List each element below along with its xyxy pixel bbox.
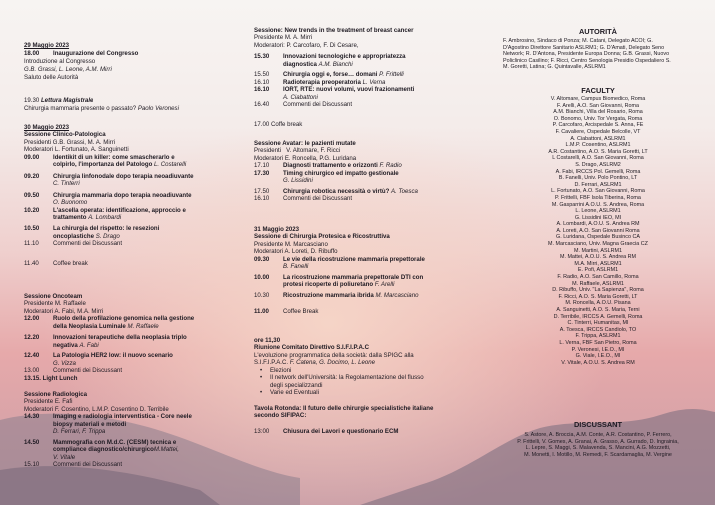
faculty-entry: D. Ribuffo, Univ. "La Sapienza", Roma [552, 287, 644, 294]
session-moderators: Moderatori L. Fortunato, A. Sanguinetti [24, 146, 129, 154]
faculty-entry: P. Frittelli, FBF Isola Tiberina, Roma [555, 194, 641, 201]
faculty-entry: P. Veronesi, I.E.O., MI [571, 346, 625, 353]
session-radiologica: Sessione Radiologica Presidente E. Fafi Moderatori F. Cosentino, L.M.P. Cosentino D. Terribile 14.30 Imaging e radiologia interventistica - Core neele biopsy materiali e metodi D. Ferrari, F. Trippa 14.50 Mammografia con M.d.C. (CESM) tecnica e compliance diagnostico/chirurgicoM.Mattei, V. Vitale 15.10 Commenti dei Discussant [24, 391, 229, 469]
intro-line: Introduzione al Congresso [24, 58, 96, 65]
autorita-list: F. Ambrosino, Sindaco di Ponza; M. Catani, Delegato ACOI; G. D'Agostino Direttore Sanitario ASLRM1; G. D'Amati, Delegato Seno Network; R. D'Antona, Presidente Europa Donna; G.B. Grassi, Nuovo Policlinico Casilino; F. Ricci, Centro Senologia Presidio Ospedaliero S. M. Goretti, Latina; G. Quintavalle, ASLRM1 [503, 38, 671, 71]
faculty-entry: C. Tinterri, Humanitas, MI [567, 320, 629, 327]
discussant-heading: DISCUSSANT [573, 420, 623, 429]
faculty-entry: A. Ciabattoni, ASLRM1 [570, 135, 626, 142]
faculty-entry: V. Altomare, Campus Biomedico, Roma [550, 96, 646, 102]
saluto-line: Saluto delle Autorità [24, 74, 79, 81]
session-presidents: Presidente M. Marcasciano [254, 240, 328, 248]
coffee-break: 17.00 Coffe break [254, 120, 303, 128]
bullet-item: • Il network dell'Università: la Regolamentazione del flusso [254, 374, 476, 381]
faculty-entry: A.M. Bianchi, Villa del Rosario, Roma [553, 109, 643, 116]
faculty-entry: E. Pofi, ASLRM1 [577, 267, 619, 274]
day-30-block: 30 Maggio 2023 Sessione Clinico-Patologica Presidenti G.B. Grassi, M. A. Mirri Moderatori L. Fortunato, A. Sanguinetti 09.00 Identikit di un killer: come smascherarlo e colpirlo, l'importanza del Patologo L. Costarelli 09.20 Chirurgia linfonodale dopo terapia neoadiuvante C. Tinterri 09.50 Chirurgia mammaria dopo terapia neoadiuvante O. Buonomo 10.20 L'ascella operata: identificazione, approccio e trattamento A. Lombardi 10.50 La chirurgia del rispetto: le resezioni oncoplastiche S. Drago 11.10 Commenti dei Discussant 11.40 Coffee break [24, 124, 229, 267]
faculty-entry: V. Vitale, A.O.U. S. Andrea RM [561, 359, 635, 366]
program-item: 09.00 Identikit di un killer: come smascherarlo e [24, 153, 175, 161]
program-item: 10.20 L'ascella operata: identificazione, approccio e [24, 206, 186, 214]
faculty-entry: F. Ricci, A.O. S. Maria Goretti, LT [558, 293, 638, 300]
program-item: 17.50 Chirurgia robotica necessità o virtù? A. Toesca [254, 187, 418, 195]
program-item: 16.10 IORT, RTE: nuovi volumi, vuovi frazionamenti [254, 86, 415, 94]
meeting-block: ore 11,30 Riunione Comitato Direttivo S.I.F.I.P.A.C L'evoluzione programmatica della società: dalla SPIGC alla S.I.F.I.P.A.C. F. Catena, G. Docimo, L. Leone • Elezioni • Il network dell'Università: la Regolamentazione del flusso degli specializzandi • Varie ed Eventuali Tavola Rotonda: Il futuro delle chirurgie specialistiche italiane secondo SIFIPAC: 13:00 Chiusura dei Lavori e questionario ECM [254, 337, 476, 435]
program-item: 16.10 Radioterapia preoperatoria L. Verna [254, 78, 386, 86]
discussant-list: S. Astore, A. Broccia, A.M. Conte, A.R. Costantino, P. Ferrero, P. Frittelli, V. Gomes, A. Granai, A. Grasso, A. Gurrado, D. Ingrainia, L. Lepre, S. Maggi, S. Malavenda, S. Mancini, A.G. Mozzetti, M. Monetti, I. Motillo, M. Remedi, F. Scardamaglia, M. Vergine [517, 432, 679, 458]
faculty-entry: M. Mattei, A.O.U. S. Andrea RM [559, 254, 637, 261]
session-presidents: Presidenti V. Altomare, F. Ricci [254, 147, 341, 155]
faculty-entry: A. Lombardi, A.O.U. S. Andrea RM [556, 221, 640, 228]
program-item: 12.20 Innovazioni terapeutiche della neoplasia triplo [24, 334, 187, 342]
meeting-title: Riunione Comitato Direttivo S.I.F.I.P.A.C [254, 344, 370, 352]
faculty-entry: M. Gasparrini A.O.U. S. Andrea, Roma [551, 201, 645, 208]
session-title: Sessione Clinico-Patologica [24, 131, 106, 139]
date-31-may: 31 Maggio 2023 [254, 226, 300, 233]
faculty-entry: F. Trippa, ASLRM1 [575, 333, 621, 340]
meeting-time: ore 11,30 [254, 337, 281, 344]
program-item: 10.50 La chirurgia del rispetto: le resezioni [24, 225, 160, 233]
faculty-entry: B. Fanelli, Univ. Polo Pontino, LT [558, 175, 638, 182]
faculty-entry: O. Bonomo, Univ. Tor Vergata, Roma [553, 115, 643, 122]
faculty-entry: D. Ferrari, ASLRM1 [574, 181, 622, 188]
session-presidents: Presidente M. A. Mirri [254, 34, 313, 42]
program-item: 16.40 Commenti dei Discussant [254, 101, 353, 109]
faculty-entry: M. Marcasciano, Univ. Magna Graecia CZ [548, 241, 648, 248]
program-item: 10.30 Ricostruzione mammaria ibrida M. Marcasciano [254, 291, 419, 299]
faculty-list [503, 96, 693, 366]
faculty-entry: A. Fabi, IRCCS Pol. Gemelli, Roma [555, 168, 641, 175]
program-item: 16.10 Commenti dei Discussant [254, 195, 353, 203]
faculty-entry: F. Cavaliere, Ospedale Belcolle, VT [555, 128, 641, 135]
session-presidents: Presidente E. Fafi [24, 398, 73, 406]
faculty-entry: D. Terribile, IRCCS A. Gemelli, Roma [553, 313, 643, 320]
session-title: Sessione di Chirurgia Protesica e Ricostruttiva [254, 233, 390, 241]
faculty-entry: M. Martini, ASLRM1 [574, 247, 622, 254]
faculty-entry: L.M.P. Cosentino, ASLRM1 [565, 142, 631, 149]
intro-names: G.B. Grassi, L. Leone, A.M. Mirri [24, 66, 112, 73]
faculty-entry: F. Radio, A.O. San Camillo, Roma [557, 274, 639, 281]
session-moderators: Moderatori F. Cosentino, L.M.P. Cosentino D. Terribile [24, 405, 169, 413]
faculty-entry: G. Viale, I.E.O., MI [575, 353, 621, 360]
program-item: 15.10 Commenti dei Discussant [24, 461, 123, 469]
program-item: 14.30 Imaging e radiologia interventistica - Core neele [24, 413, 192, 421]
program-item: 12.40 La Patologia HER2 low: il nuovo scenario [24, 352, 173, 360]
session-moderators: Moderatori E. Roncella, P.G. Luridana [254, 154, 357, 162]
session-title: Sessione: New trends in the treatment of breast cancer [254, 27, 414, 34]
program-item: 13.00 Commenti dei Discussant [24, 367, 123, 375]
session-avatar: Sessione Avatar: le pazienti mutate Presidenti V. Altomare, F. Ricci Moderatori E. Roncella, P.G. Luridana 17.10 Diagnosti trattamento e orizzonti F. Radio 17.30 Timing chirurgico ed impatto gestionale G. Lissidini 17.50 Chirurgia robotica necessità o virtù? A. Toesca 16.10 Commenti dei Discussant [254, 140, 476, 203]
faculty-entry: L. Verna, FBF San Pietro, Roma [559, 339, 637, 346]
faculty-entry: A. Loreti, A.O. San Giovanni Roma [556, 227, 640, 234]
program-item: 14.50 Mammografia con M.d.C. (CESM) tecnica e [24, 438, 177, 446]
faculty-entry: M.A. Mirri, ASLRM1 [574, 260, 622, 267]
session-moderators: Moderatori A. Loreti, D. Ribuffo [254, 248, 338, 256]
program-item: 11.00 Coffee Break [254, 308, 319, 316]
program-item: 11.40 Coffee break [24, 259, 88, 267]
session-title: Sessione Oncoteam [24, 293, 83, 300]
program-item: 17.30 Timing chirurgico ed impatto gestionale [254, 169, 399, 177]
lettura-magistrale: 19.30 Lettura Magistrale [24, 97, 94, 104]
faculty-entry: S. Drago, ASLRM2 [575, 161, 621, 168]
session-moderators: Moderatori A. Fabi, M.A. Mirri [24, 307, 104, 315]
faculty-entry: M. Raffaele, ASLRM1 [572, 280, 624, 287]
faculty-entry: F. Arelli, A.O. San Giovanni, Roma [556, 102, 640, 109]
program-item: 12.00 Ruolo della profilazione genomica nella gestione [24, 315, 195, 323]
day-31-block: 31 Maggio 2023 Sessione di Chirurgia Protesica e Ricostruttiva Presidente M. Marcasciano Moderatori A. Loreti, D. Ribuffo 09.30 Le vie della ricostruzione mammaria prepettorale B. Fanelli 10.00 La ricostruzione mammaria prepettorale DTI con protesi ricoperte di poliuretano F. Arelli 10.30 Ricostruzione mammaria ibrida M. Marcasciano 11.00 Coffee Break [254, 226, 476, 316]
session-oncoteam: Sessione Oncoteam Presidente M. Raffaele Moderatori A. Fabi, M.A. Mirri 12.00 Ruolo della profilazione genomica nella gestione della Neoplasia Luminale M. Raffaele 12.20 Innovazioni terapeutiche della neoplasia triplo negativa A. Fabi 12.40 La Patologia HER2 low: il nuovo scenario G. Vizza 13.00 Commenti dei Discussant 13.15. Light Lunch [24, 293, 229, 382]
program-item: 09.50 Chirurgia mammaria dopo terapia neoadiuvante [24, 191, 192, 199]
program-item: 10.00 La ricostruzione mammaria prepettorale DTI con [254, 273, 424, 281]
faculty-entry: A. Sanguinetti, A.O. S. Maria, Terni [556, 307, 640, 313]
program-item: 13:00 Chiusura dei Lavori e questionario ECM [254, 427, 399, 435]
program-item: 15.50 Chirurgia oggi e, forse… domani P. Frittelli [254, 71, 404, 79]
date-30-may: 30 Maggio 2023 [24, 124, 70, 131]
session-presidents: Presidenti G.B. Grassi, M. A. Mirri [24, 138, 116, 146]
round-table-title: Tavola Rotonda: Il futuro delle chirurgie specialistiche italiane [254, 404, 434, 412]
program-item: 09.30 Le vie della ricostruzione mammaria prepettorale [254, 255, 425, 263]
session-new-trends: Sessione: New trends in the treatment of breast cancer Presidente M. A. Mirri Moderatori: P. Carcofaro, F. Di Cesare, 15.30 Innovazioni tecnologiche e appropriatezza diagnostica A.M. Bianchi 15.50 Chirurgia oggi e, forse… domani P. Frittelli 16.10 Radioterapia preoperatoria L. Verna 16.10 IORT, RTE: nuovi volumi, vuovi frazionamenti A. Ciabattoni 16.40 Commenti dei Discussant 17.00 Coffe break [254, 27, 476, 128]
program-item: 09.20 Chirurgia linfonodale dopo terapia neoadiuvante [24, 172, 194, 180]
faculty-entry: L. Leone, ASLRM1 [575, 208, 621, 215]
program-item: 18.00 Inaugurazione del Congresso [24, 50, 139, 57]
program-item: 15.30 Innovazioni tecnologiche e appropriatezza [254, 53, 406, 61]
light-lunch: 13.15. Light Lunch [24, 374, 78, 382]
faculty-entry: A.R. Costantino, A.O. S. Maria Goretti, LT [548, 148, 648, 155]
bullet-item: • Varie ed Eventuali [254, 389, 476, 396]
faculty-entry: L. Fortunato, A.O. San Giovanni, Roma [551, 188, 645, 195]
date-29-may: 29 Maggio 2023 [24, 42, 70, 49]
faculty-entry: P. Carcofaro, Arcispedale S. Anna, FE [552, 122, 644, 129]
faculty-entry: G. Luridana, Ospedale Businco CA [556, 234, 640, 241]
program-item: 17.10 Diagnosti trattamento e orizzonti F. Radio [254, 162, 402, 170]
faculty-entry: L Costarelli, A.O. San Giovanni, Roma [552, 155, 644, 162]
bullet-item: • Elezioni [254, 367, 476, 374]
faculty-entry: G. Lissidini IEO, MI [574, 214, 622, 221]
session-title: Sessione Radiologica [24, 391, 87, 398]
session-title: Sessione Avatar: le pazienti mutate [254, 140, 356, 147]
session-moderators: Moderatori: P. Carcofaro, F. Di Cesare, [254, 41, 359, 49]
faculty-entry: A. Toesca, IRCCS Candiolo, TO [559, 326, 637, 333]
faculty-entry: M. Roncella, A.O.U. Pisana [565, 300, 631, 307]
lettura-title: Chirurgia mammaria presente o passato? Paolo Veronesi [24, 105, 179, 112]
faculty-heading: FACULTY [581, 86, 615, 95]
program-item: 11.10 Commenti dei Discussant [24, 240, 123, 248]
session-presidents: Presidente M. Raffaele [24, 300, 86, 308]
autorita-heading: AUTORITÀ [578, 27, 618, 36]
